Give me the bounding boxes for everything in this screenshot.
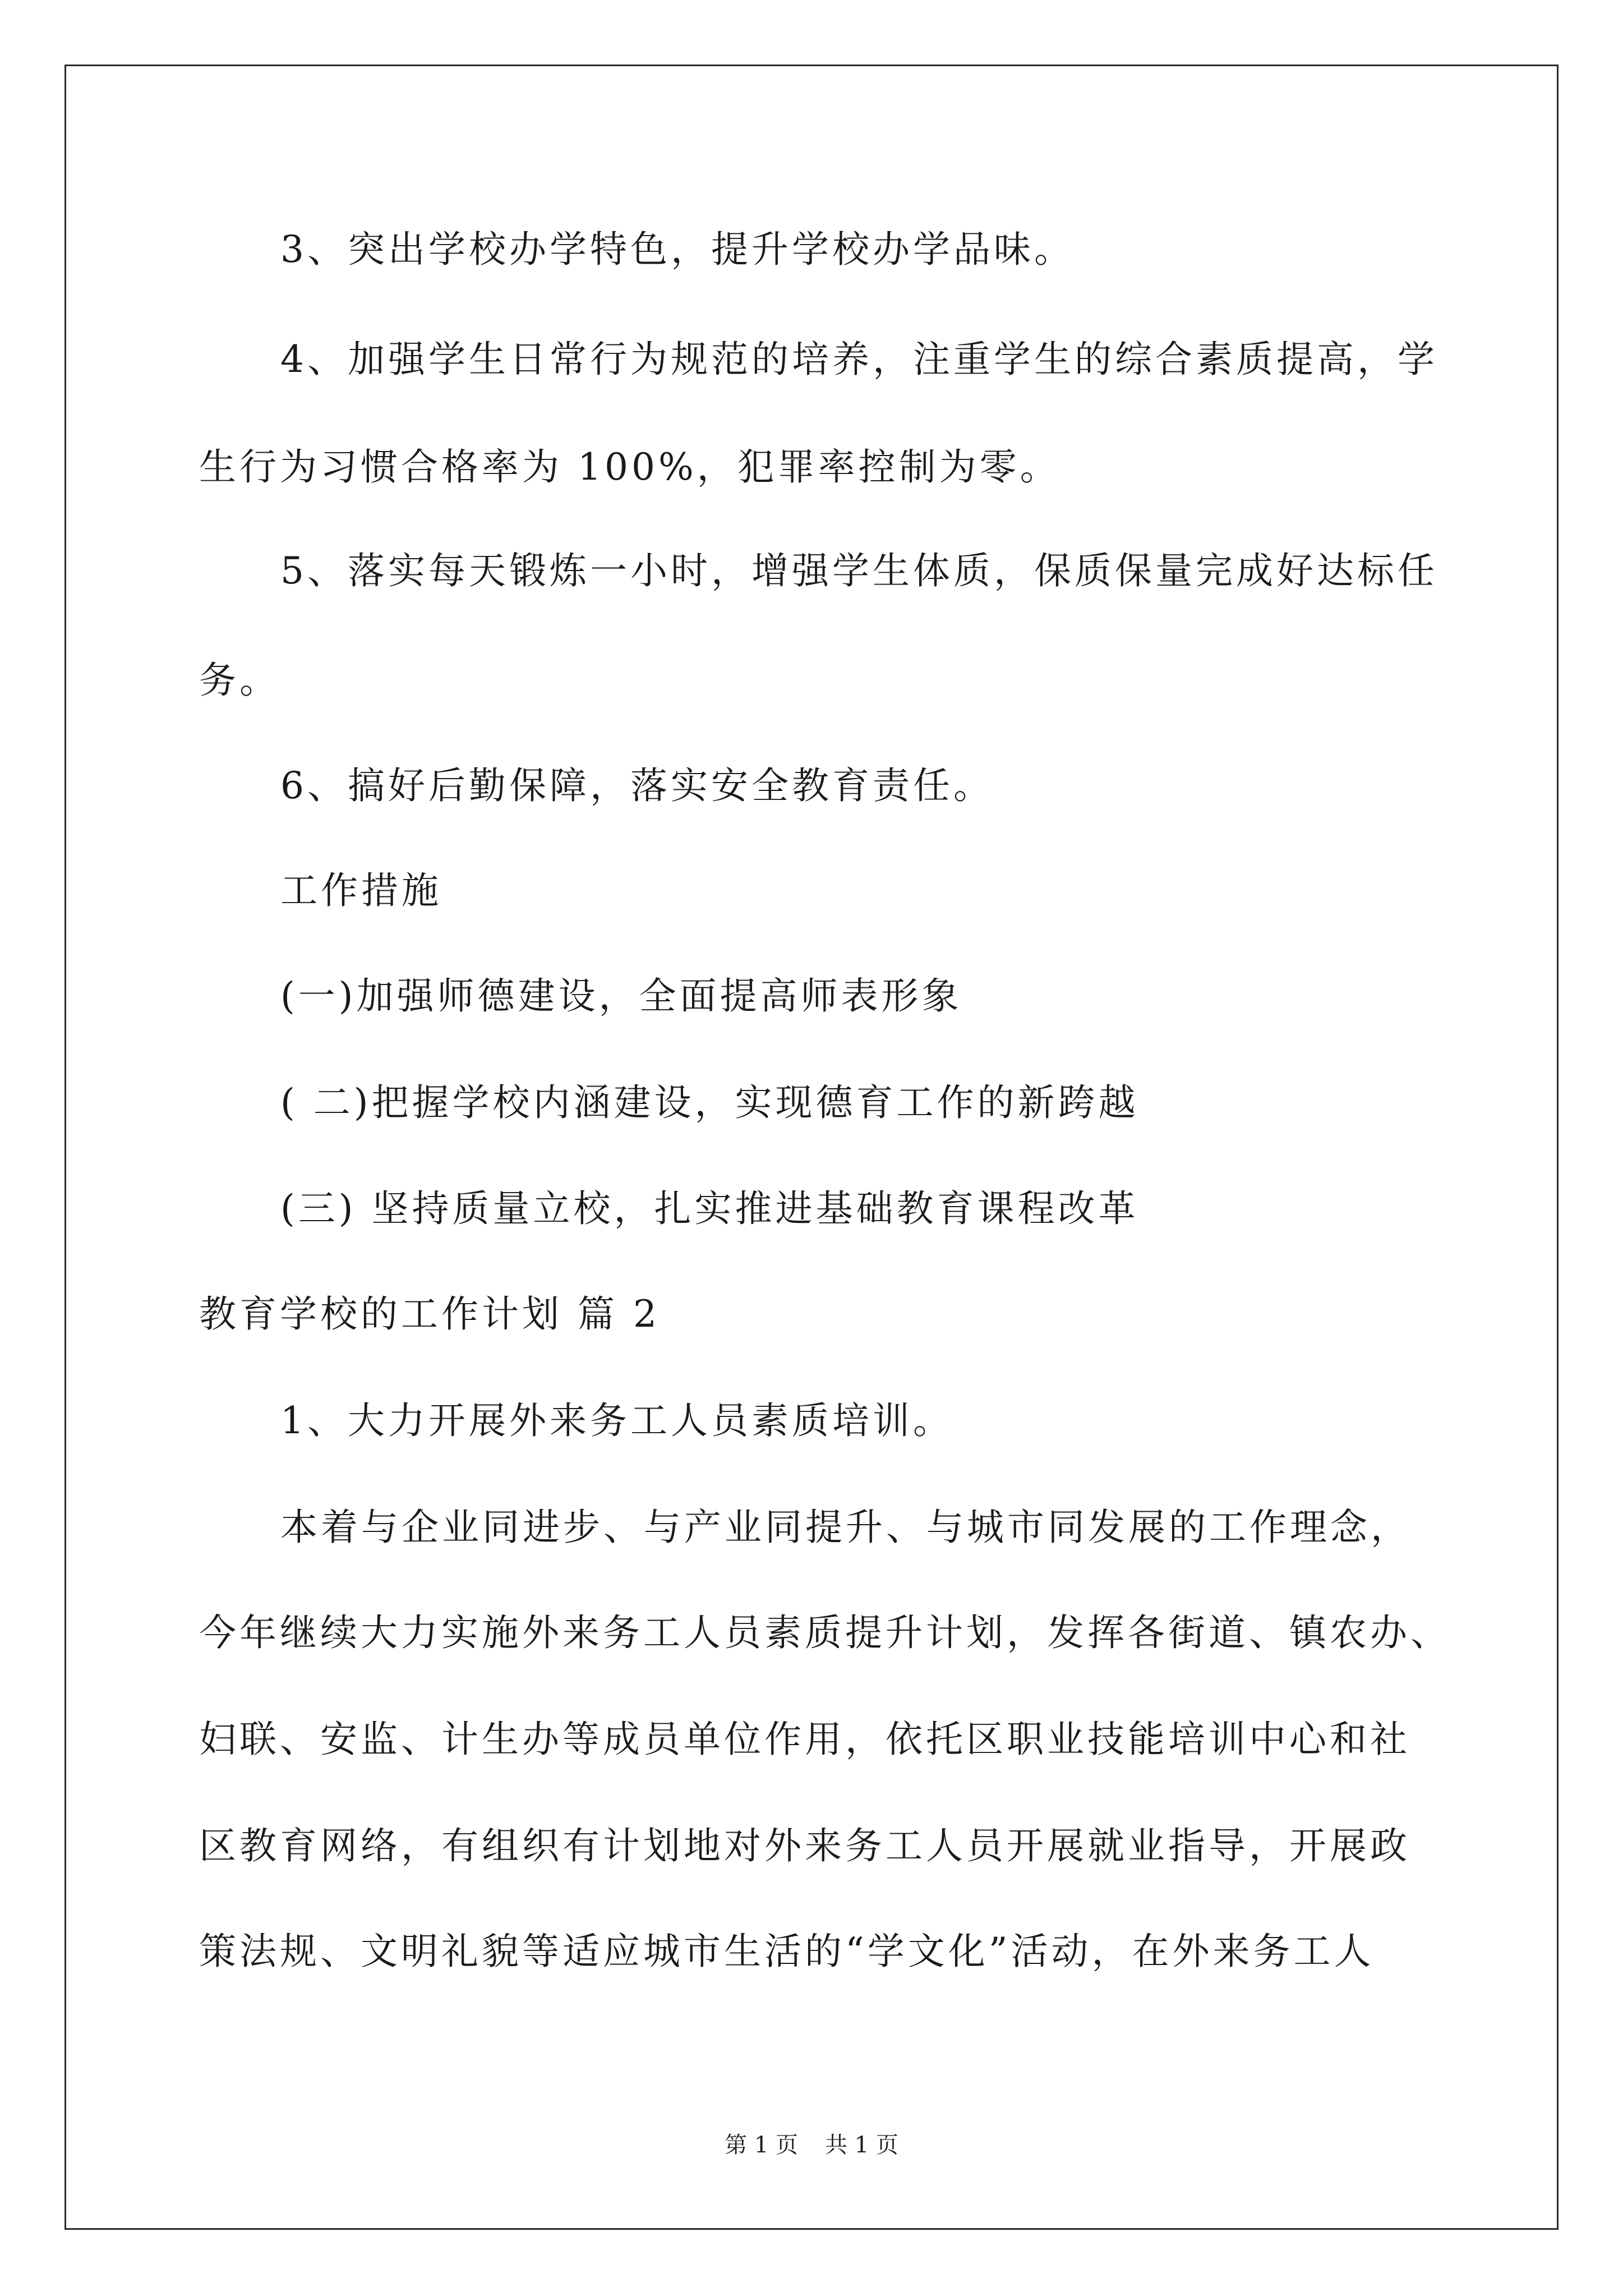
section-title-part-2: 教育学校的工作计划 篇 2 <box>199 1292 660 1336</box>
paragraph-goal-5-line-2: 务。 <box>199 659 280 702</box>
paragraph-goal-5-line-1: 5、落实每天锻炼一小时，增强学生体质，保质保量完成好达标任 <box>280 549 1438 592</box>
page-border <box>64 65 1559 2230</box>
paragraph-body-line-2: 今年继续大力实施外来务工人员素质提升计划，发挥各街道、镇农办、 <box>199 1611 1451 1654</box>
paragraph-goal-4-line-1: 4、加强学生日常行为规范的培养，注重学生的综合素质提高，学 <box>280 338 1438 381</box>
paragraph-body-line-3: 妇联、安监、计生办等成员单位作用，依托区职业技能培训中心和社 <box>199 1718 1410 1761</box>
paragraph-body-line-5: 策法规、文明礼貌等适应城市生活的“学文化”活动，在外来务工人 <box>199 1930 1375 1973</box>
paragraph-body-line-1: 本着与企业同进步、与产业同提升、与城市同发展的工作理念， <box>280 1506 1411 1549</box>
paragraph-goal-6: 6、搞好后勤保障，落实安全教育责任。 <box>280 764 994 807</box>
paragraph-body-line-4: 区教育网络，有组织有计划地对外来务工人员开展就业指导，开展政 <box>199 1824 1410 1867</box>
page-number-total: 共 1 页 <box>825 2132 898 2158</box>
page-footer <box>0 2127 1623 2159</box>
section-heading-measures: 工作措施 <box>280 869 442 912</box>
page-number-current: 第 1 页 <box>725 2132 798 2158</box>
paragraph-goal-4-line-2: 生行为习惯合格率为 100%，犯罪率控制为零。 <box>199 445 1061 489</box>
paragraph-item-1-heading: 1、大力开展外来务工人员素质培训。 <box>280 1399 953 1442</box>
measure-item-1: (一)加强师德建设，全面提高师表形象 <box>280 974 962 1018</box>
paragraph-goal-3: 3、突出学校办学特色，提升学校办学品味。 <box>280 228 1075 271</box>
measure-item-2: ( 二)把握学校内涵建设，实现德育工作的新跨越 <box>280 1081 1139 1124</box>
measure-item-3: (三) 坚持质量立校，扎实推进基础教育课程改革 <box>280 1187 1139 1230</box>
